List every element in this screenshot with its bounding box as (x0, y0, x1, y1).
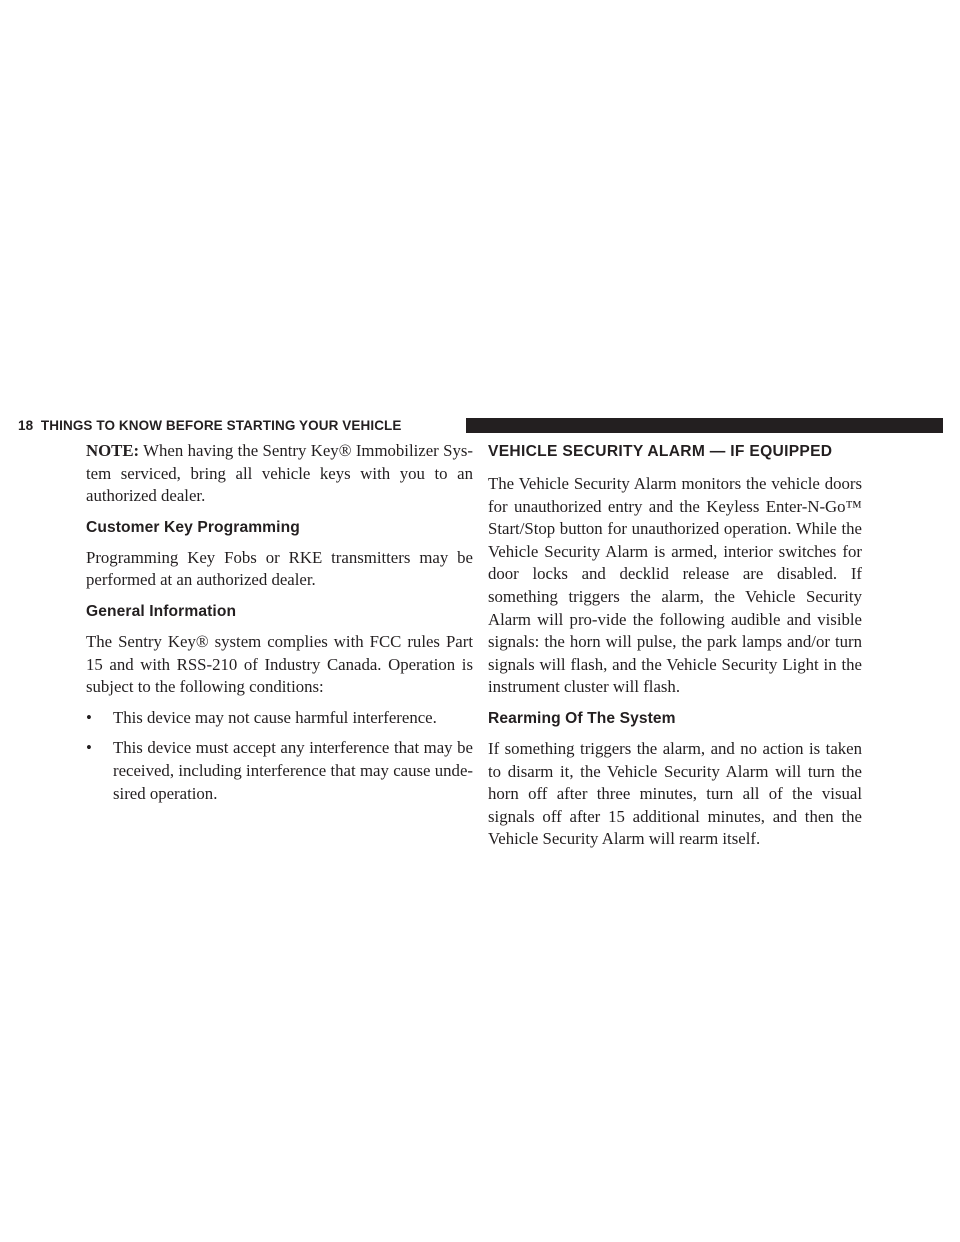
page-number: 18 (18, 418, 34, 433)
vehicle-security-alarm-heading: VEHICLE SECURITY ALARM — IF EQUIPPED (488, 443, 833, 460)
rearming-heading: Rearming Of The System (488, 709, 676, 727)
general-information-heading: General Information (86, 602, 237, 620)
page-header (18, 416, 943, 436)
note-text: When having the Sentry Key® Immobilizer Sys-tem serviced, bring all vehicle keys with you to an authorized dealer. (86, 441, 473, 506)
customer-key-programming-heading: Customer Key Programming (86, 518, 300, 536)
left-column (86, 440, 473, 813)
note-paragraph (86, 440, 473, 508)
section-title: THINGS TO KNOW BEFORE STARTING YOUR VEHICLE (40, 418, 402, 433)
vehicle-security-alarm-text: The Vehicle Security Alarm monitors the vehicle doors for unauthorized entry and the Keyless Enter-N-Go™ Start/Stop button for unauthorized operation. While the Vehicle Security Alarm is armed, interior switches for door locks and decklid release are disabled. If something triggers the alarm, the Vehicle Security Alarm will pro-vide the following audible and visible signals: the horn will pulse, the park lamps and/or turn signals will flash, and the Vehicle Security Light in the instrument cluster will flash. (488, 474, 862, 697)
list-item (86, 737, 473, 805)
bullet-icon: • (86, 738, 92, 758)
right-column (488, 440, 862, 851)
note-label: NOTE: (86, 441, 140, 460)
list-item-text: This device must accept any interference that may be received, including interference that may cause unde-sired operation. (113, 738, 473, 803)
bullet-icon: • (86, 707, 92, 727)
list-item (86, 707, 473, 730)
header-text (18, 418, 402, 433)
customer-key-programming-text: Programming Key Fobs or RKE transmitters may be performed at an authorized dealer. (86, 547, 473, 590)
rearming-text: If something triggers the alarm, and no action is taken to disarm it, the Vehicle Security Alarm will turn the horn off after three minutes, turn all of the visual signals off after 15 additional minutes, and then the Vehicle Security Alarm will rearm itself. (488, 738, 862, 849)
header-rule-bar (466, 418, 943, 433)
conditions-list (86, 707, 473, 805)
list-item-text: This device may not cause harmful interference. (113, 707, 437, 727)
general-information-text: The Sentry Key® system complies with FCC rules Part 15 and with RSS-210 of Industry Canada. Operation is subject to the following conditions: (86, 631, 473, 697)
